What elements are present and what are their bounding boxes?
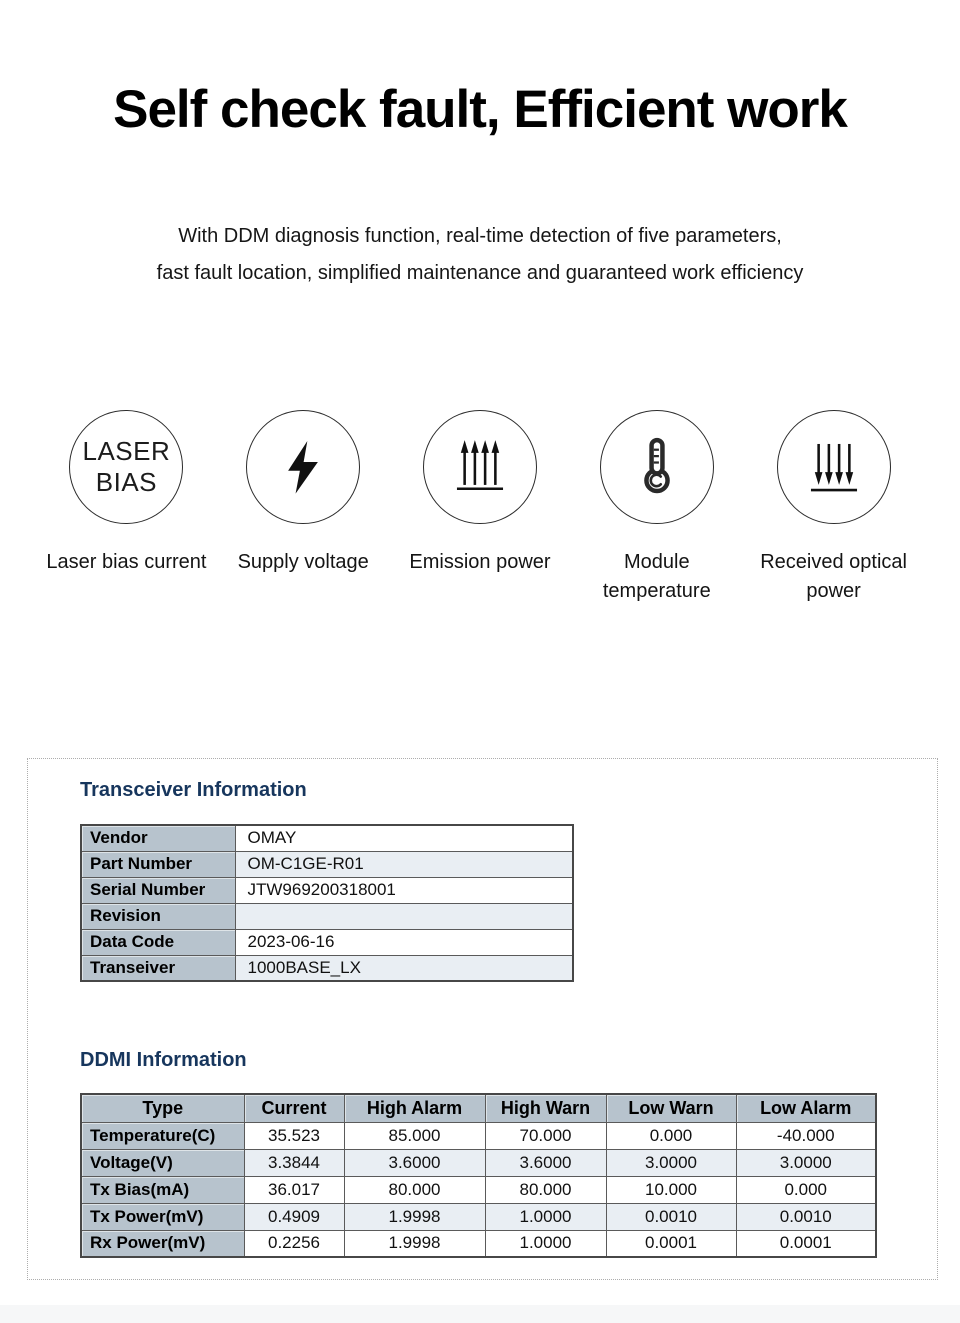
table-cell: 80.000 bbox=[344, 1176, 485, 1203]
row-label: Tx Bias(mA) bbox=[81, 1176, 244, 1203]
arrows-up-icon bbox=[448, 435, 512, 499]
table-cell: 1.9998 bbox=[344, 1203, 485, 1230]
table-cell: 3.0000 bbox=[606, 1149, 736, 1176]
column-header: Type bbox=[81, 1094, 244, 1122]
table-cell: 0.0001 bbox=[736, 1230, 876, 1257]
column-header: High Warn bbox=[485, 1094, 606, 1122]
feature-label: Received optical power bbox=[760, 550, 907, 602]
feature-label: Laser bias current bbox=[46, 550, 207, 573]
row-value: JTW969200318001 bbox=[235, 877, 573, 903]
row-value bbox=[235, 903, 573, 929]
laser-bias-icon-text: LASER BIAS bbox=[82, 435, 171, 497]
table-cell: 3.0000 bbox=[736, 1149, 876, 1176]
transceiver-info-heading: Transceiver Information bbox=[80, 779, 307, 801]
feature-module-temperature bbox=[568, 410, 745, 606]
table-cell: 35.523 bbox=[244, 1122, 344, 1149]
table-row bbox=[81, 877, 573, 903]
row-label: Rx Power(mV) bbox=[81, 1230, 244, 1257]
row-value: OMAY bbox=[235, 825, 573, 851]
table-cell: 1.0000 bbox=[485, 1230, 606, 1257]
table-cell: 0.000 bbox=[606, 1122, 736, 1149]
table-row bbox=[81, 1203, 876, 1230]
table-cell: 0.0010 bbox=[606, 1203, 736, 1230]
supply-voltage-circle bbox=[246, 410, 360, 524]
column-header: Current bbox=[244, 1094, 344, 1122]
table-cell: 0.4909 bbox=[244, 1203, 344, 1230]
footer-band bbox=[0, 1305, 960, 1323]
table-cell: 10.000 bbox=[606, 1176, 736, 1203]
row-label: Serial Number bbox=[81, 877, 235, 903]
table-row bbox=[81, 929, 573, 955]
table-cell: 36.017 bbox=[244, 1176, 344, 1203]
lightning-icon bbox=[272, 436, 334, 498]
row-label: Tx Power(mV) bbox=[81, 1203, 244, 1230]
table-cell: 70.000 bbox=[485, 1122, 606, 1149]
table-row bbox=[81, 1176, 876, 1203]
ddmi-info-table bbox=[80, 1093, 877, 1258]
feature-laser-bias-current bbox=[38, 410, 215, 606]
row-label: Voltage(V) bbox=[81, 1149, 244, 1176]
table-row bbox=[81, 903, 573, 929]
transceiver-info-table bbox=[80, 824, 574, 982]
subtitle-line-2: fast fault location, simplified maintenance and guaranteed work efficiency bbox=[156, 261, 804, 284]
ddmi-info-heading: DDMI Information bbox=[80, 1049, 247, 1071]
table-row bbox=[81, 1149, 876, 1176]
row-label: Temperature(C) bbox=[81, 1122, 244, 1149]
product-infographic-page bbox=[0, 80, 960, 1253]
table-cell: -40.000 bbox=[736, 1122, 876, 1149]
row-value: 1000BASE_LX bbox=[235, 955, 573, 981]
table-row bbox=[81, 825, 573, 851]
thermometer-icon bbox=[625, 435, 689, 499]
feature-label: Emission power bbox=[409, 550, 551, 573]
table-row bbox=[81, 1122, 876, 1149]
column-header: Low Alarm bbox=[736, 1094, 876, 1122]
arrows-down-icon bbox=[802, 435, 866, 499]
table-cell: 0.000 bbox=[736, 1176, 876, 1203]
table-cell: 80.000 bbox=[485, 1176, 606, 1203]
received-optical-power-circle bbox=[777, 410, 891, 524]
row-label: Vendor bbox=[81, 825, 235, 851]
table-row bbox=[81, 851, 573, 877]
table-cell: 1.9998 bbox=[344, 1230, 485, 1257]
table-cell: 3.6000 bbox=[485, 1149, 606, 1176]
row-label: Revision bbox=[81, 903, 235, 929]
feature-label: Supply voltage bbox=[237, 550, 369, 573]
table-cell: 0.2256 bbox=[244, 1230, 344, 1257]
row-value: 2023-06-16 bbox=[235, 929, 573, 955]
table-cell: 0.0001 bbox=[606, 1230, 736, 1257]
table-row bbox=[81, 955, 573, 981]
page-title: Self check fault, Efficient work bbox=[113, 80, 847, 139]
module-temperature-circle bbox=[600, 410, 714, 524]
row-value: OM-C1GE-R01 bbox=[235, 851, 573, 877]
table-cell: 85.000 bbox=[344, 1122, 485, 1149]
table-header-row bbox=[81, 1094, 876, 1122]
table-cell: 0.0010 bbox=[736, 1203, 876, 1230]
emission-power-circle bbox=[423, 410, 537, 524]
feature-supply-voltage bbox=[215, 410, 392, 606]
subtitle-line-1: With DDM diagnosis function, real-time detection of five parameters, bbox=[178, 224, 782, 247]
table-cell: 3.6000 bbox=[344, 1149, 485, 1176]
feature-emission-power bbox=[392, 410, 569, 606]
column-header: High Alarm bbox=[344, 1094, 485, 1122]
page-subtitle bbox=[0, 218, 960, 292]
table-cell: 1.0000 bbox=[485, 1203, 606, 1230]
table-cell: 3.3844 bbox=[244, 1149, 344, 1176]
column-header: Low Warn bbox=[606, 1094, 736, 1122]
laser-bias-icon bbox=[69, 410, 183, 524]
info-card bbox=[27, 758, 938, 1280]
feature-received-optical-power bbox=[745, 410, 922, 606]
row-label: Part Number bbox=[81, 851, 235, 877]
feature-row bbox=[38, 410, 922, 606]
table-row bbox=[81, 1230, 876, 1257]
row-label: Data Code bbox=[81, 929, 235, 955]
feature-label: Module temperature bbox=[602, 550, 711, 602]
row-label: Transeiver bbox=[81, 955, 235, 981]
